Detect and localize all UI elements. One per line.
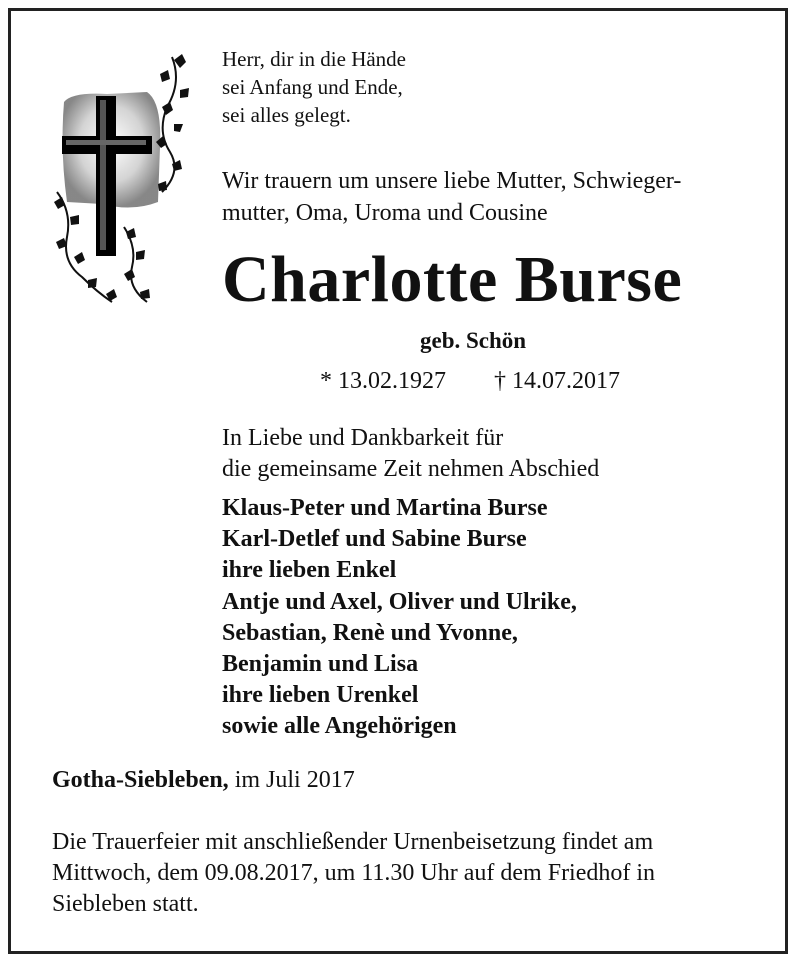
- mourner-line: Antje und Axel, Oliver und Ulrike,: [222, 588, 577, 615]
- notice-line: Die Trauerfeier mit anschließender Urnenbeisetzung findet am: [52, 829, 654, 855]
- life-dates: [320, 368, 620, 395]
- farewell-line: In Liebe und Dankbarkeit für: [222, 425, 504, 451]
- mourner-line: Sebastian, Renè und Yvonne,: [222, 619, 518, 646]
- maiden-name: geb. Schön: [420, 328, 527, 353]
- mourners-list: [222, 493, 577, 743]
- deceased-name: Charlotte Burse: [222, 243, 683, 316]
- cross-with-ivy-icon: [52, 52, 202, 307]
- mourner-line: ihre lieben Enkel: [222, 557, 397, 584]
- intro-line: mutter, Oma, Uroma und Cousine: [222, 200, 548, 226]
- farewell-line: die gemeinsame Zeit nehmen Abschied: [222, 456, 600, 482]
- verse: [222, 45, 406, 129]
- mourner-line: Karl-Detlef und Sabine Burse: [222, 526, 527, 553]
- place-town: Gotha-Siebleben,: [52, 767, 229, 793]
- verse-line: sei alles gelegt.: [222, 103, 351, 127]
- place-month: im Juli 2017: [228, 767, 355, 793]
- farewell-text: [222, 423, 599, 485]
- notice-line: Mittwoch, dem 09.08.2017, um 11.30 Uhr auf dem Friedhof in: [52, 860, 656, 886]
- birth-date: * 13.02.1927: [320, 368, 446, 394]
- notice-line: Siebleben statt.: [52, 891, 199, 917]
- intro-text: [222, 165, 762, 229]
- mourner-line: sowie alle Angehörigen: [222, 713, 457, 740]
- place-date: [52, 767, 355, 794]
- intro-line: Wir trauern um unsere liebe Mutter, Schwieger-: [222, 168, 682, 194]
- death-date: † 14.07.2017: [494, 368, 620, 394]
- verse-line: sei Anfang und Ende,: [222, 75, 403, 99]
- mourner-line: Benjamin und Lisa: [222, 651, 419, 678]
- mourner-line: ihre lieben Urenkel: [222, 682, 419, 709]
- funeral-notice: [52, 827, 772, 920]
- verse-line: Herr, dir in die Hände: [222, 47, 407, 71]
- mourner-line: Klaus-Peter und Martina Burse: [222, 495, 548, 521]
